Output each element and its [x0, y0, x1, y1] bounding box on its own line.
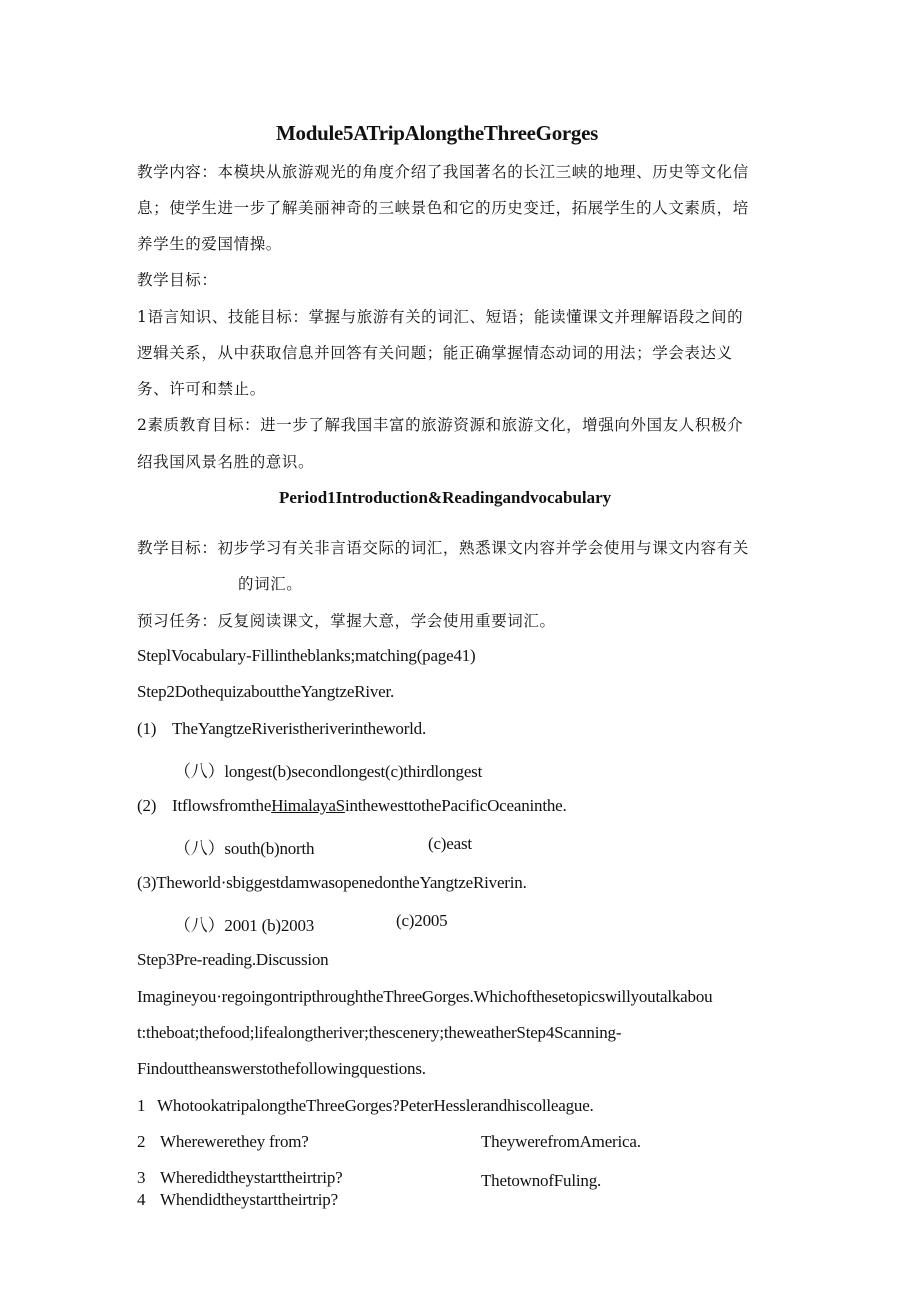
intro-line-3: 养学生的爱国情操。	[137, 235, 282, 253]
quiz-1-question: TheYangtzeRiveristheriverintheworld.	[172, 719, 427, 738]
objective-2-line-2: 绍我国风景名胜的意识。	[137, 453, 315, 471]
objective-2-line-1: 2素质教育目标：进一步了解我国丰富的旅游资源和旅游文化，增强向外国友人积极介	[137, 416, 744, 434]
preview-task: 预习任务：反复阅读课文，掌握大意，学会使用重要词汇。	[137, 612, 556, 630]
step-1: SteplVocabulary-Fillintheblanks;matching(page41)	[137, 646, 476, 665]
intro-line-1: 教学内容：本模块从旅游观光的角度介绍了我国著名的长江三峡的地理、历史等文化信	[137, 163, 749, 181]
quiz-2-number: (2)	[137, 796, 157, 815]
objective-1-line-3: 务、许可和禁止。	[137, 380, 266, 398]
question-3-text: Wheredidtheystarttheirtrip?	[160, 1168, 343, 1187]
quiz-1-number: (1)	[137, 719, 157, 738]
quiz-2-option-c: (c)east	[428, 834, 472, 853]
period-title: Period1Introduction&Readingandvocabulary	[279, 488, 612, 507]
quiz-3-question: (3)Theworld·sbiggestdamwasopenedontheYangtzeRiverin.	[137, 873, 527, 892]
discussion-line-3: Findouttheanswerstothefollowingquestions.	[137, 1059, 426, 1078]
quiz-2-question-post: inthewesttothePacificOceaninthe.	[344, 796, 567, 815]
question-3-answer: ThetownofFuling.	[481, 1171, 602, 1190]
objective-1-line-2: 逻辑关系，从中获取信息并回答有关问题；能正确掌握情态动词的用法；学会表达义	[137, 344, 733, 362]
question-3-number: 3	[137, 1168, 146, 1187]
objectives-heading: 教学目标：	[137, 271, 218, 289]
objective-1-line-1: 1语言知识、技能目标：掌握与旅游有关的词汇、短语；能读懂课文并理解语段之间的	[137, 308, 744, 326]
discussion-line-1: Imagineyou·regoingontripthroughtheThreeGorges.Whichofthesetopicswillyoutalkabou	[137, 987, 713, 1006]
period-goal-line-1: 教学目标：初步学习有关非言语交际的词汇，熟悉课文内容并学会使用与课文内容有关	[137, 539, 749, 557]
step-2: Step2DothequizabouttheYangtzeRiver.	[137, 682, 395, 701]
quiz-2-question-pre: Itflowsfromthe	[172, 796, 272, 815]
question-4-number: 4	[137, 1190, 146, 1209]
step-3: Step3Pre-reading.Discussion	[137, 950, 329, 969]
question-2-text: Wherewerethey from?	[160, 1132, 309, 1151]
question-1-text: WhotookatripalongtheThreeGorges?PeterHesslerandhiscolleague.	[157, 1096, 594, 1115]
page-title: Module5ATripAlongtheThreeGorges	[276, 121, 599, 145]
question-2-answer: TheywerefromAmerica.	[481, 1132, 641, 1151]
period-goal-line-2: 的词汇。	[238, 575, 303, 593]
quiz-3-options-ab: （八）2001 (b)2003	[174, 916, 315, 935]
quiz-2-options-ab: （八）south(b)north	[174, 839, 315, 858]
question-2-number: 2	[137, 1132, 146, 1151]
intro-line-2: 息；使学生进一步了解美丽神奇的三峡景色和它的历史变迁，拓展学生的人文素质，培	[137, 199, 749, 217]
discussion-line-2: t:theboat;thefood;lifealongtheriver;thescenery;theweatherStep4Scanning-	[137, 1023, 622, 1042]
question-4-text: Whendidtheystarttheirtrip?	[160, 1190, 338, 1209]
question-1-number: 1	[137, 1096, 146, 1115]
quiz-1-options: （八）longest(b)secondlongest(c)thirdlongest	[174, 762, 483, 781]
quiz-3-option-c: (c)2005	[396, 911, 448, 930]
quiz-2-question	[172, 796, 567, 816]
quiz-2-underlined-word: HimalayaS	[271, 796, 345, 815]
